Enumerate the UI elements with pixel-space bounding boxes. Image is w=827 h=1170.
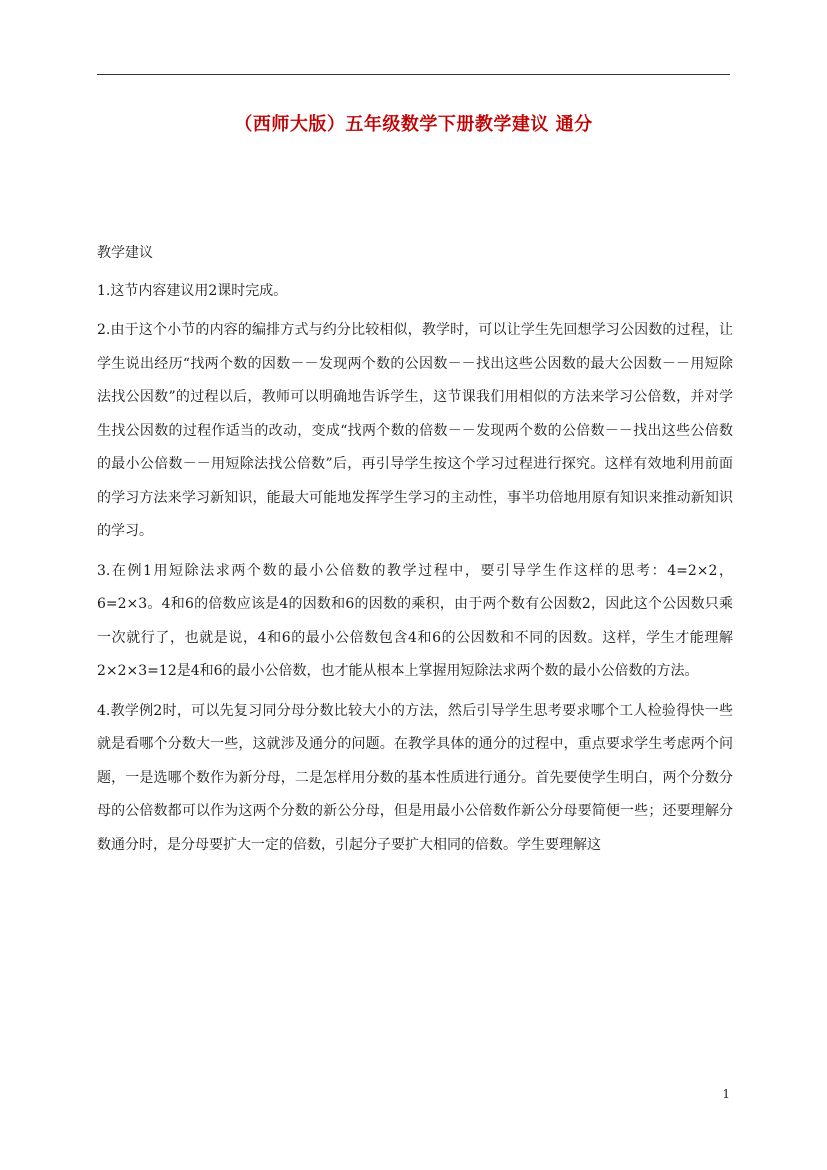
document-body [97, 237, 733, 868]
paragraph-4: 4.教学例2时，可以先复习同分母分数比较大小的方法，然后引导学生思考要求哪个工人检验得快一些就是看哪个分数大一些，这就涉及通分的问题。在教学具体的通分的过程中，重点要求学生考虑两个问题，一是选哪个数作为新分母，二是怎样用分数的基本性质进行通分。首先要使学生明白，两个分数分母的公倍数都可以作为这两个分数的新公分母，但是用最小公倍数作新公分母要简便一些；还要理解分数通分时，是分母要扩大一定的倍数，引起分子要扩大相同的倍数。学生要理解这 [97, 702, 733, 853]
document-title: （西师大版）五年级数学下册教学建议 通分 [234, 114, 593, 135]
paragraph-3: 3.在例1用短除法求两个数的最小公倍数的教学过程中，要引导学生作这样的思考：4=2×2，6=2×3。4和6的倍数应该是4的因数和6的因数的乘积，由于两个数有公因数2，因此这个公因数只乘一次就行了，也就是说，4和6的最小公倍数包含4和6的公因数和不同的因数。这样，学生才能理解2×2×3=12是4和6的最小公倍数，也才能从根本上掌握用短除法求两个数的最小公倍数的方法。 [97, 562, 733, 679]
section-heading: 教学建议 [97, 245, 153, 261]
paragraph-1: 1.这节内容建议用2课时完成。 [97, 282, 288, 299]
page-number: 1 [722, 1087, 730, 1101]
header-rule [97, 74, 730, 75]
paragraph-2: 2.由于这个小节的内容的编排方式与约分比较相似，教学时，可以让学生先回想学习公因数的过程，让学生说出经历“找两个数的因数－－发现两个数的公因数－－找出这些公因数的最大公因数－－用短除法找公因数”的过程以后，教师可以明确地告诉学生，这节课我们用相似的方法来学习公倍数，并对学生找公因数的过程作适当的改动，变成“找两个数的倍数－－发现两个数的公倍数－－找出这些公倍数的最小公倍数－－用短除法找公倍数”后，再引导学生按这个学习过程进行探究。这样有效地利用前面的学习方法来学习新知识，能最大可能地发挥学生学习的主动性，事半功倍地用原有知识来推动新知识的学习。 [97, 322, 733, 539]
